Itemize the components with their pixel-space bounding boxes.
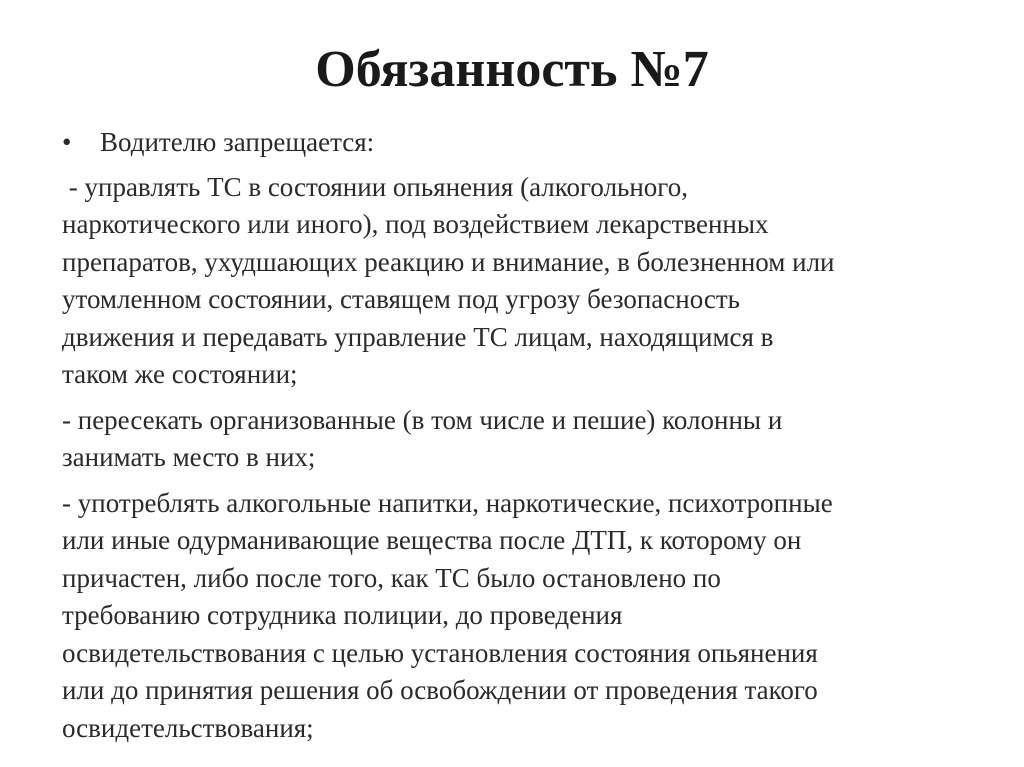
text-line: или иные одурманивающие вещества после ДТП, к которому он [62,525,802,555]
text-line: движения и передавать управление ТС лицам, находящимся в [62,321,774,352]
text-line: - пересекать организованные (в том числе и пешие) колонны и [62,404,783,435]
slide-title: Обязанность №7 [315,41,709,98]
prohibition-paragraph-2 [62,402,982,477]
text-line: - управлять ТС в состоянии опьянения (алкогольного, [62,171,688,202]
text-line: - употреблять алкогольные напитки, наркотические, психотропные [62,487,833,518]
text-line: наркотического или иного), под воздействием лекарственных [62,209,769,239]
text-line: освидетельствования; [62,712,314,743]
text-line: требованию сотрудника полиции, до проведения [62,600,623,630]
text-line: причастен, либо после того, как ТС было остановлено по [62,562,721,593]
text-line: освидетельствования с целью установления состояния опьянения [62,637,818,668]
text-line: утомленном состоянии, ставящем под угрозу безопасность [62,284,740,314]
text-line: таком же состоянии; [62,359,298,389]
text-line: занимать место в них; [62,442,316,472]
bullet-text: Водителю запрещается: [100,127,375,157]
bullet-item [62,124,982,162]
bullet-icon: • [62,127,72,157]
text-line: или до принятия решения об освобождении от проведения такого [62,675,818,705]
text-line: препаратов, ухудшающих реакцию и внимание, в болезненном или [62,246,835,277]
prohibition-paragraph-1 [62,169,982,394]
prohibition-paragraph-3 [62,485,982,748]
slide-body [62,124,982,755]
